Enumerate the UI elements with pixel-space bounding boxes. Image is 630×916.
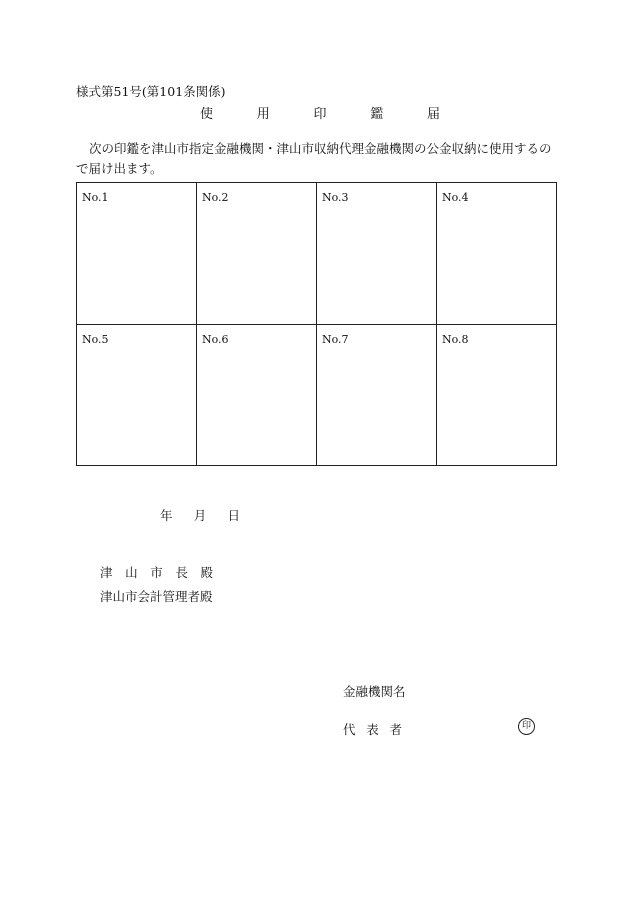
representative-char: 表 bbox=[366, 722, 379, 737]
addressee-mayor bbox=[100, 563, 213, 581]
seal-cell bbox=[317, 325, 437, 467]
seal-cell-label: No.3 bbox=[322, 191, 349, 204]
seal-cell bbox=[77, 325, 197, 467]
addressee-char: 殿 bbox=[200, 565, 213, 580]
seal-cell-label: No.1 bbox=[82, 191, 109, 204]
title-char: 印 bbox=[313, 107, 327, 122]
addressee-accounting-manager: 津山市会計管理者殿 bbox=[100, 589, 213, 604]
seal-cell bbox=[437, 325, 557, 467]
title-char: 使 bbox=[200, 107, 214, 122]
addressee-char: 長 bbox=[175, 565, 188, 580]
seal-mark-icon: 印 bbox=[518, 718, 535, 735]
institution-name-label: 金融機関名 bbox=[343, 684, 406, 699]
representative-label bbox=[343, 720, 402, 738]
document-title bbox=[200, 103, 440, 122]
seal-cell-label: No.7 bbox=[322, 332, 349, 346]
seal-cell-label: No.5 bbox=[82, 332, 109, 346]
addressee-char: 市 bbox=[150, 565, 163, 580]
seal-cell bbox=[77, 183, 197, 325]
date-line bbox=[160, 506, 240, 524]
seal-cell bbox=[197, 325, 317, 467]
month-label: 月 bbox=[193, 508, 207, 523]
title-char: 届 bbox=[426, 107, 440, 122]
addressee-char: 津 bbox=[100, 565, 113, 580]
seal-cell-label: No.6 bbox=[202, 332, 229, 346]
declaration-text: 次の印鑑を津山市指定金融機関・津山市収納代理金融機関の公金収納に使用するので届け出ます。 bbox=[76, 141, 552, 176]
seal-cell bbox=[437, 183, 557, 325]
seal-cell-label: No.4 bbox=[442, 191, 469, 204]
seal-cell bbox=[317, 183, 437, 325]
year-label: 年 bbox=[160, 508, 173, 523]
form-number: 様式第51号(第101条関係) bbox=[76, 84, 226, 99]
seal-cell-label: No.2 bbox=[202, 191, 229, 204]
title-char: 鑑 bbox=[370, 107, 384, 122]
seal-cell-label: No.8 bbox=[442, 332, 469, 346]
addressee-char: 山 bbox=[125, 565, 138, 580]
seal-cell bbox=[197, 183, 317, 325]
day-label: 日 bbox=[227, 508, 240, 523]
representative-char: 者 bbox=[389, 722, 402, 737]
seal-impression-grid bbox=[76, 182, 557, 466]
representative-char: 代 bbox=[343, 722, 356, 737]
title-char: 用 bbox=[256, 107, 270, 122]
